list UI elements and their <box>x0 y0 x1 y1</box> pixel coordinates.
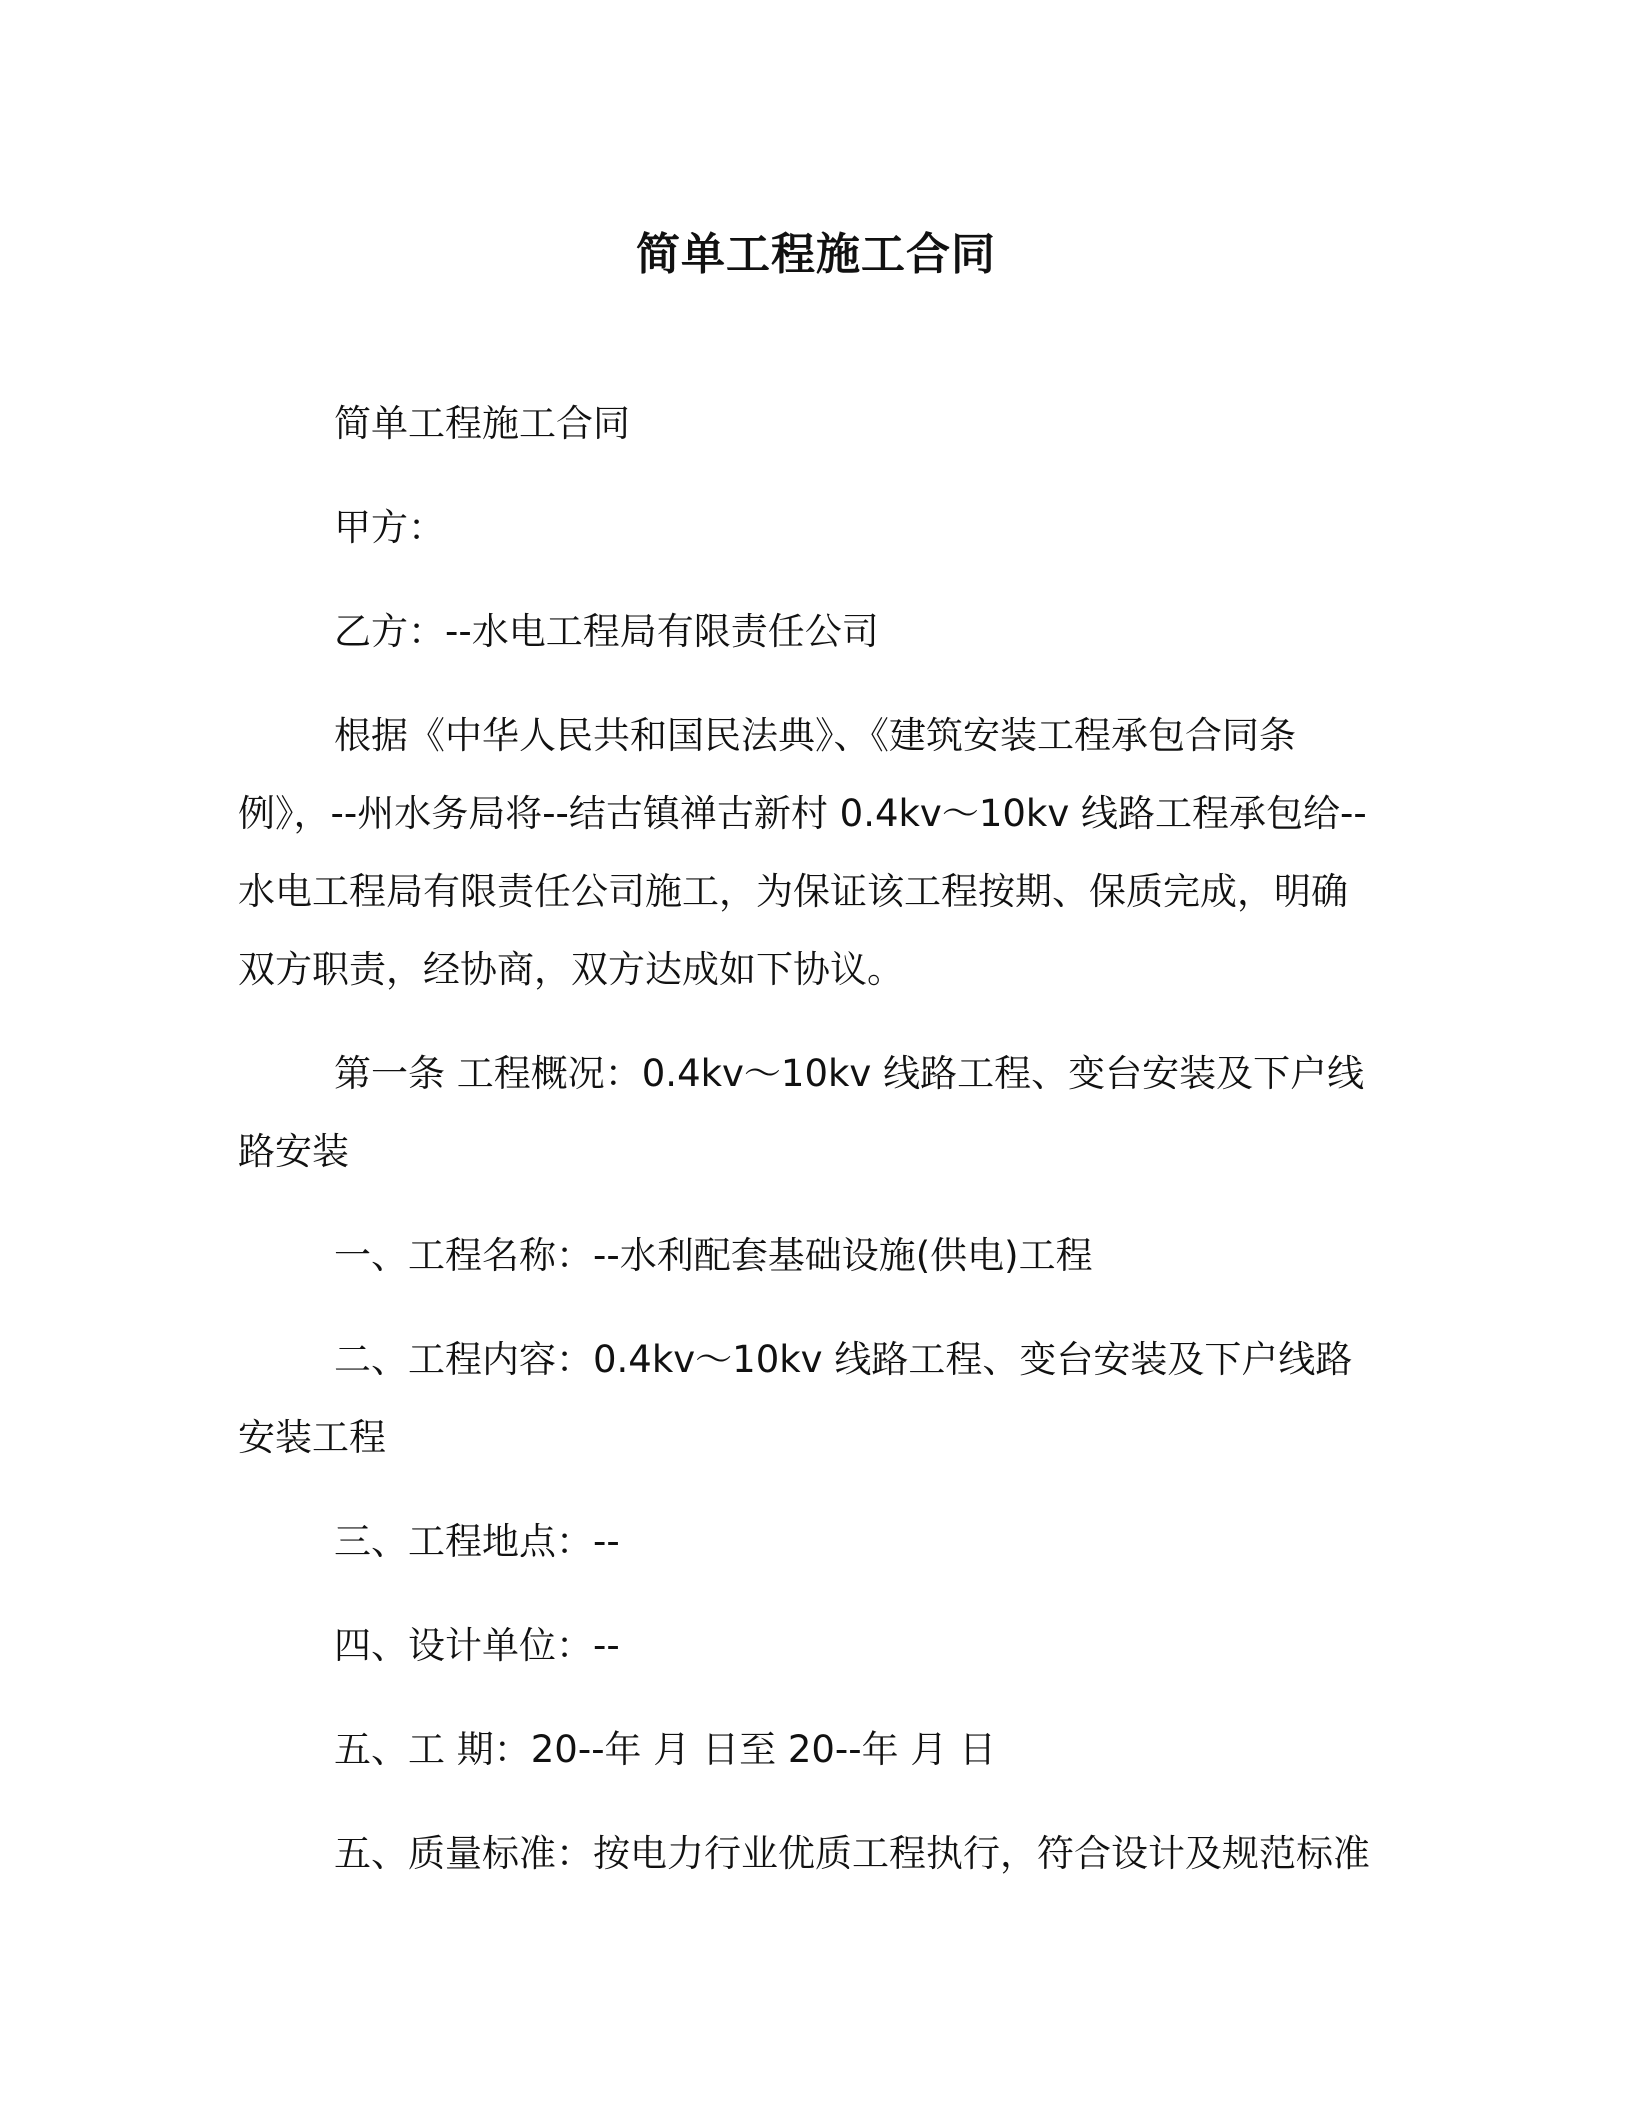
paragraph-party-b: 乙方：--水电工程局有限责任公司 <box>334 610 879 653</box>
paragraph-article-1: 第一条 工程概况：0.4kv～10kv 线路工程、变台安装及下户线路安装 <box>238 1052 1365 1173</box>
document-title: 简单工程施工合同 <box>636 229 996 280</box>
paragraph-project-content: 二、工程内容：0.4kv～10kv 线路工程、变台安装及下户线路安装工程 <box>238 1338 1353 1459</box>
paragraph-project-name: 一、工程名称：--水利配套基础设施(供电)工程 <box>334 1234 1093 1277</box>
paragraph-design-unit: 四、设计单位：-- <box>334 1624 620 1667</box>
document-body <box>238 385 1380 1893</box>
paragraph-duration: 五、工 期：20--年 月 日至 20--年 月 日 <box>334 1728 997 1771</box>
paragraph-project-location: 三、工程地点：-- <box>334 1520 620 1563</box>
paragraph-subtitle: 简单工程施工合同 <box>334 402 630 445</box>
paragraph-party-a: 甲方： <box>334 506 445 549</box>
paragraph-quality-standard: 五、质量标准：按电力行业优质工程执行，符合设计及规范标准 <box>334 1832 1370 1875</box>
paragraph-preamble: 根据《中华人民共和国民法典》、《建筑安装工程承包合同条例》，--州水务局将--结古镇禅古新村 0.4kv～10kv 线路工程承包给--水电工程局有限责任公司施工，为保证该工程按期、保质完成，明确双方职责，经协商，双方达成如下协议。 <box>238 714 1367 991</box>
